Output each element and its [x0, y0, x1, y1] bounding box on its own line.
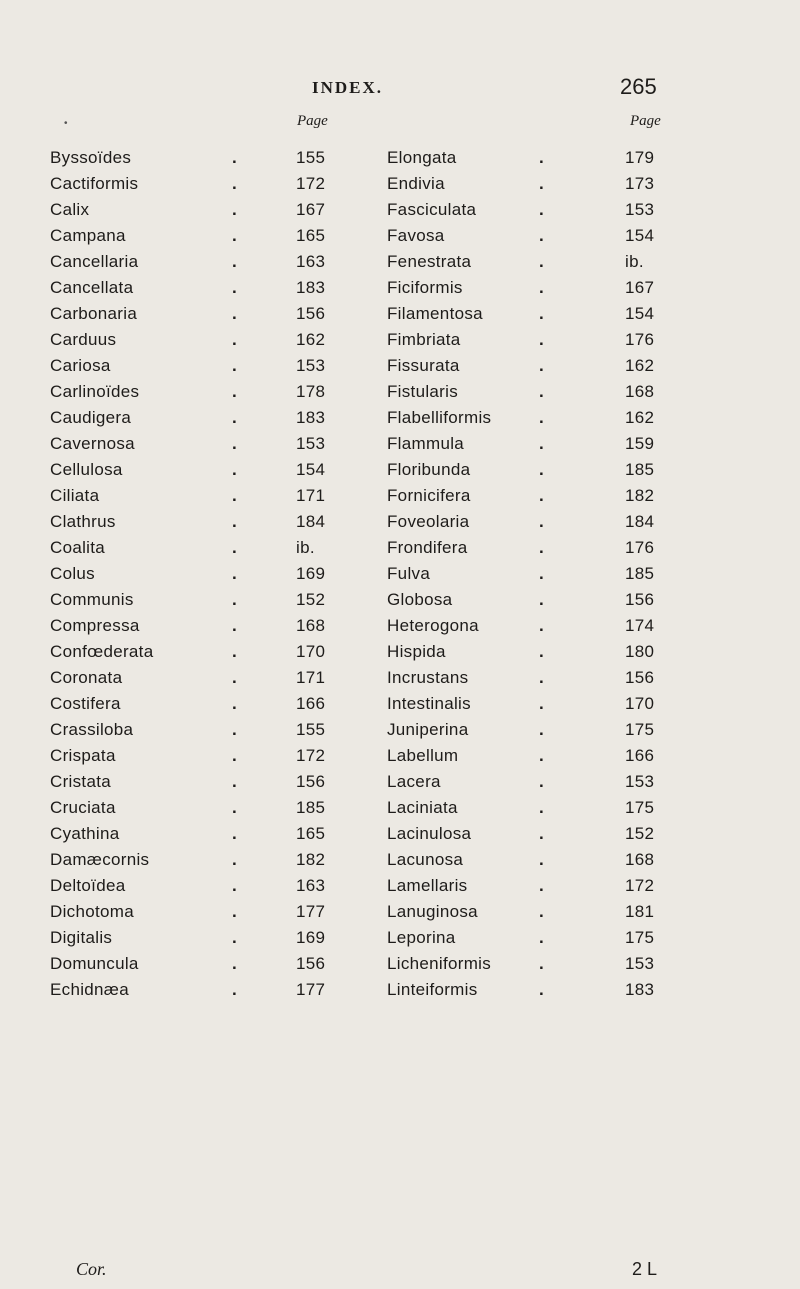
entry-name-left: Deltoïdea — [50, 876, 126, 895]
entry-page-right: 168 — [625, 382, 655, 401]
entry-page-left: 153 — [296, 434, 326, 453]
entry-page-right: 175 — [625, 798, 655, 817]
leader-dot-left: . — [232, 304, 238, 323]
entry-page-right: 154 — [625, 226, 655, 245]
entry-page-left: ib. — [296, 538, 315, 557]
index-row — [0, 356, 800, 382]
entry-page-left: 169 — [296, 564, 326, 583]
page-number: 265 — [620, 74, 657, 99]
leader-dot-right: . — [539, 434, 545, 453]
entry-name-left: Compressa — [50, 616, 140, 635]
entry-name-right: Filamentosa — [387, 304, 483, 323]
leader-dot-right: . — [539, 564, 545, 583]
entry-page-left: 185 — [296, 798, 326, 817]
entry-page-right: 153 — [625, 772, 655, 791]
leader-dot-right: . — [539, 902, 545, 921]
leader-dot-left: . — [232, 694, 238, 713]
index-row — [0, 902, 800, 928]
leader-dot-left: . — [232, 746, 238, 765]
index-row — [0, 746, 800, 772]
index-row — [0, 954, 800, 980]
entry-name-right: Licheniformis — [387, 954, 492, 973]
catchword: Cor. — [76, 1259, 107, 1279]
column-header-right-page: Page — [630, 113, 661, 129]
entry-name-right: Floribunda — [387, 460, 471, 479]
entry-name-left: Dichotoma — [50, 902, 134, 921]
leader-dot-left: . — [232, 148, 238, 167]
leader-dot-left: . — [232, 434, 238, 453]
entry-name-left: Cristata — [50, 772, 111, 791]
leader-dot-left: . — [232, 980, 238, 999]
leader-dot-left: . — [232, 538, 238, 557]
leader-dot-right: . — [539, 798, 545, 817]
leader-dot-right: . — [539, 148, 545, 167]
entry-page-right: 176 — [625, 538, 655, 557]
entry-name-left: Cancellata — [50, 278, 134, 297]
entry-page-left: 165 — [296, 824, 326, 843]
index-row — [0, 226, 800, 252]
entry-page-left: 154 — [296, 460, 326, 479]
leader-dot-left: . — [232, 954, 238, 973]
entry-page-left: 156 — [296, 954, 326, 973]
entry-page-right: ib. — [625, 252, 644, 271]
leader-dot-right: . — [539, 876, 545, 895]
index-row — [0, 252, 800, 278]
entry-name-left: Coronata — [50, 668, 123, 687]
entry-name-left: Caudigera — [50, 408, 132, 427]
leader-dot-right: . — [539, 824, 545, 843]
entry-page-left: 178 — [296, 382, 326, 401]
leader-dot-left: . — [232, 356, 238, 375]
index-row — [0, 564, 800, 590]
entry-page-left: 156 — [296, 772, 326, 791]
entry-page-right: 152 — [625, 824, 655, 843]
leader-dot-left: . — [232, 512, 238, 531]
leader-dot-right: . — [539, 850, 545, 869]
leader-dot-left: . — [232, 200, 238, 219]
column-header-left-page: Page — [297, 113, 328, 129]
entry-page-right: 154 — [625, 304, 655, 323]
entry-page-right: 181 — [625, 902, 655, 921]
leader-dot-right: . — [539, 772, 545, 791]
entry-page-right: 156 — [625, 590, 655, 609]
index-row — [0, 876, 800, 902]
entry-name-left: Colus — [50, 564, 95, 583]
entry-name-left: Cactiformis — [50, 174, 139, 193]
signature-mark: 2 L — [632, 1259, 658, 1279]
entry-name-left: Cariosa — [50, 356, 111, 375]
index-row — [0, 200, 800, 226]
entry-page-right: 159 — [625, 434, 655, 453]
entry-name-right: Linteiformis — [387, 980, 478, 999]
entry-name-right: Lanuginosa — [387, 902, 478, 921]
entry-page-left: 171 — [296, 668, 326, 687]
leader-dot-right: . — [539, 746, 545, 765]
index-row — [0, 668, 800, 694]
entry-name-left: Campana — [50, 226, 126, 245]
index-row — [0, 720, 800, 746]
entry-page-right: 153 — [625, 954, 655, 973]
index-row — [0, 148, 800, 174]
entry-page-right: 183 — [625, 980, 655, 999]
entry-page-left: 156 — [296, 304, 326, 323]
entry-name-left: Crispata — [50, 746, 116, 765]
leader-dot-right: . — [539, 928, 545, 947]
leader-dot-left: . — [232, 278, 238, 297]
entry-name-left: Cellulosa — [50, 460, 123, 479]
index-row — [0, 616, 800, 642]
entry-name-right: Fornicifera — [387, 486, 471, 505]
index-row — [0, 278, 800, 304]
entry-page-right: 179 — [625, 148, 655, 167]
page-header — [0, 74, 800, 104]
entry-page-left: 155 — [296, 148, 326, 167]
entry-page-right: 176 — [625, 330, 655, 349]
entry-page-right: 170 — [625, 694, 655, 713]
leader-dot-left: . — [232, 876, 238, 895]
leader-dot-left: . — [232, 252, 238, 271]
leader-dot-right: . — [539, 668, 545, 687]
index-row — [0, 850, 800, 876]
leader-dot-left: . — [232, 668, 238, 687]
leader-dot-left: . — [232, 408, 238, 427]
entry-page-left: 155 — [296, 720, 326, 739]
entry-name-right: Intestinalis — [387, 694, 471, 713]
index-row — [0, 174, 800, 200]
entry-name-left: Damæcornis — [50, 850, 150, 869]
entry-page-right: 174 — [625, 616, 655, 635]
entry-name-right: Hispida — [387, 642, 446, 661]
index-row — [0, 824, 800, 850]
leader-dot-right: . — [539, 304, 545, 323]
entry-name-left: Byssoïdes — [50, 148, 132, 167]
entry-name-left: Crassiloba — [50, 720, 134, 739]
entry-name-left: Coalita — [50, 538, 106, 557]
entry-name-right: Fistularis — [387, 382, 459, 401]
entry-name-right: Fulva — [387, 564, 431, 583]
leader-dot-left: . — [232, 642, 238, 661]
entry-name-left: Carlinoïdes — [50, 382, 140, 401]
index-row — [0, 590, 800, 616]
entry-page-left: 172 — [296, 174, 326, 193]
entry-page-right: 167 — [625, 278, 655, 297]
entry-name-right: Heterogona — [387, 616, 479, 635]
index-row — [0, 460, 800, 486]
leader-dot-right: . — [539, 512, 545, 531]
leader-dot-right: . — [539, 642, 545, 661]
index-row — [0, 538, 800, 564]
entry-name-left: Calix — [50, 200, 90, 219]
entry-name-right: Juniperina — [387, 720, 469, 739]
entry-page-right: 184 — [625, 512, 655, 531]
entry-page-right: 172 — [625, 876, 655, 895]
entry-name-right: Frondifera — [387, 538, 468, 557]
entry-page-right: 162 — [625, 356, 655, 375]
entry-page-left: 170 — [296, 642, 326, 661]
entry-name-right: Fissurata — [387, 356, 460, 375]
entry-name-left: Confœderata — [50, 642, 154, 661]
leader-dot-left: . — [232, 330, 238, 349]
entry-name-right: Globosa — [387, 590, 453, 609]
entry-page-right: 182 — [625, 486, 655, 505]
entry-name-right: Lacinulosa — [387, 824, 472, 843]
entry-page-left: 171 — [296, 486, 326, 505]
entry-name-left: Domuncula — [50, 954, 139, 973]
leader-dot-right: . — [539, 538, 545, 557]
leader-dot-right: . — [539, 980, 545, 999]
entry-page-right: 153 — [625, 200, 655, 219]
entry-name-right: Laciniata — [387, 798, 458, 817]
entry-page-left: 184 — [296, 512, 326, 531]
leader-dot-left: . — [232, 590, 238, 609]
index-row — [0, 512, 800, 538]
entry-name-right: Favosa — [387, 226, 445, 245]
index-row — [0, 434, 800, 460]
entry-page-right: 166 — [625, 746, 655, 765]
page-footer — [0, 1259, 800, 1285]
entry-page-left: 163 — [296, 876, 326, 895]
entry-page-left: 153 — [296, 356, 326, 375]
entry-name-left: Communis — [50, 590, 134, 609]
entry-name-left: Cavernosa — [50, 434, 135, 453]
index-row — [0, 304, 800, 330]
entry-page-left: 162 — [296, 330, 326, 349]
entry-page-left: 166 — [296, 694, 326, 713]
entry-page-right: 173 — [625, 174, 655, 193]
entry-page-left: 183 — [296, 278, 326, 297]
entry-name-left: Carduus — [50, 330, 117, 349]
entry-name-left: Carbonaria — [50, 304, 138, 323]
entry-name-right: Fenestrata — [387, 252, 472, 271]
entry-name-right: Elongata — [387, 148, 457, 167]
leader-dot-right: . — [539, 330, 545, 349]
leader-dot-right: . — [539, 382, 545, 401]
entry-page-left: 169 — [296, 928, 326, 947]
entry-name-right: Incrustans — [387, 668, 469, 687]
entry-page-right: 175 — [625, 720, 655, 739]
entry-page-left: 177 — [296, 902, 326, 921]
leader-dot-left: . — [232, 902, 238, 921]
leader-dot-right: . — [539, 694, 545, 713]
entry-name-left: Costifera — [50, 694, 121, 713]
entry-name-right: Labellum — [387, 746, 459, 765]
entry-name-right: Flammula — [387, 434, 465, 453]
entry-name-left: Cruciata — [50, 798, 116, 817]
leader-dot-left: . — [232, 564, 238, 583]
entry-page-left: 177 — [296, 980, 326, 999]
leader-dot-right: . — [539, 174, 545, 193]
entry-page-left: 167 — [296, 200, 326, 219]
index-row — [0, 694, 800, 720]
leader-dot-left: . — [232, 174, 238, 193]
leader-dot-right: . — [539, 226, 545, 245]
leader-dot-right: . — [539, 460, 545, 479]
leader-dot-right: . — [539, 720, 545, 739]
index-row — [0, 980, 800, 1006]
entry-name-right: Lacunosa — [387, 850, 464, 869]
leader-dot-left: . — [232, 772, 238, 791]
entry-page-right: 185 — [625, 564, 655, 583]
leader-dot-left: . — [232, 850, 238, 869]
index-row — [0, 798, 800, 824]
running-title: INDEX. — [312, 78, 384, 97]
index-row — [0, 642, 800, 668]
index-row — [0, 330, 800, 356]
entry-page-right: 175 — [625, 928, 655, 947]
entry-page-left: 183 — [296, 408, 326, 427]
entry-name-right: Endivia — [387, 174, 445, 193]
entry-page-left: 152 — [296, 590, 326, 609]
entry-name-right: Fasciculata — [387, 200, 477, 219]
leader-dot-right: . — [539, 590, 545, 609]
leader-dot-left: . — [232, 798, 238, 817]
index-entries — [0, 148, 800, 1006]
index-row — [0, 486, 800, 512]
entry-page-right: 162 — [625, 408, 655, 427]
leader-dot-right: . — [539, 252, 545, 271]
leader-dot-right: . — [539, 200, 545, 219]
entry-name-right: Ficiformis — [387, 278, 463, 297]
entry-page-left: 168 — [296, 616, 326, 635]
entry-name-right: Leporina — [387, 928, 456, 947]
entry-name-right: Flabelliformis — [387, 408, 492, 427]
entry-page-left: 182 — [296, 850, 326, 869]
index-row — [0, 408, 800, 434]
leader-dot-left: . — [232, 486, 238, 505]
leader-dot-right: . — [539, 356, 545, 375]
entry-page-left: 163 — [296, 252, 326, 271]
entry-name-left: Cancellaria — [50, 252, 139, 271]
index-row — [0, 382, 800, 408]
leader-dot-left: . — [232, 824, 238, 843]
index-row — [0, 772, 800, 798]
entry-page-right: 180 — [625, 642, 655, 661]
entry-page-right: 168 — [625, 850, 655, 869]
entry-page-right: 185 — [625, 460, 655, 479]
leader-dot-left: . — [232, 928, 238, 947]
stray-mark: • — [64, 118, 68, 129]
entry-name-left: Clathrus — [50, 512, 116, 531]
entry-page-left: 165 — [296, 226, 326, 245]
leader-dot-left: . — [232, 382, 238, 401]
index-row — [0, 928, 800, 954]
leader-dot-right: . — [539, 616, 545, 635]
entry-name-left: Cyathina — [50, 824, 120, 843]
entry-name-left: Echidnæa — [50, 980, 129, 999]
leader-dot-right: . — [539, 486, 545, 505]
entry-name-right: Fimbriata — [387, 330, 461, 349]
leader-dot-left: . — [232, 616, 238, 635]
entry-page-left: 172 — [296, 746, 326, 765]
leader-dot-right: . — [539, 954, 545, 973]
entry-name-left: Ciliata — [50, 486, 100, 505]
entry-name-left: Digitalis — [50, 928, 113, 947]
leader-dot-right: . — [539, 408, 545, 427]
leader-dot-left: . — [232, 720, 238, 739]
entry-name-right: Lamellaris — [387, 876, 468, 895]
leader-dot-right: . — [539, 278, 545, 297]
entry-name-right: Lacera — [387, 772, 441, 791]
leader-dot-left: . — [232, 226, 238, 245]
entry-name-right: Foveolaria — [387, 512, 470, 531]
leader-dot-left: . — [232, 460, 238, 479]
entry-page-right: 156 — [625, 668, 655, 687]
